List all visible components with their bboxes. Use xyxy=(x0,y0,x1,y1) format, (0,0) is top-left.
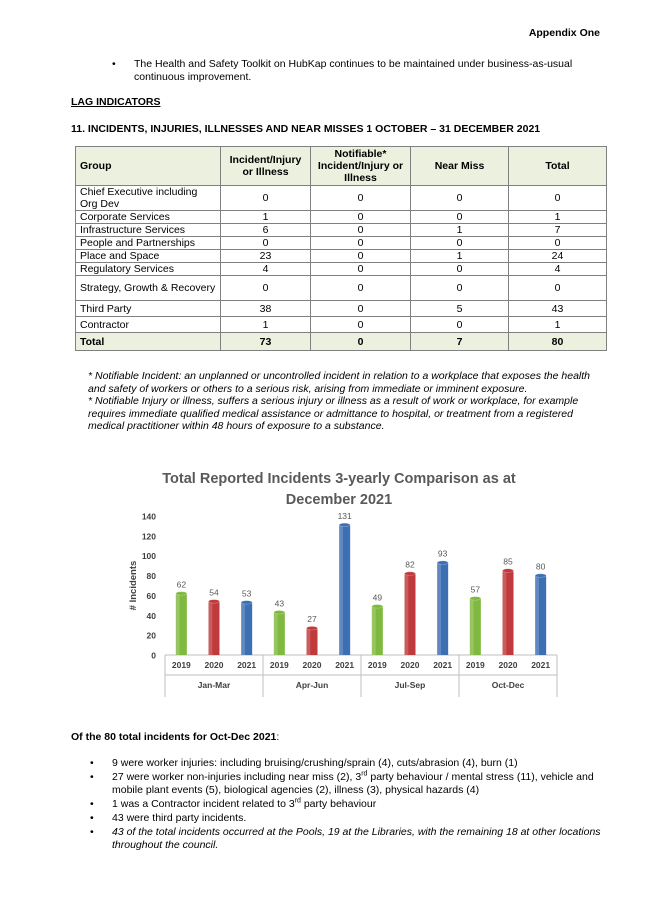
summary-heading-colon: : xyxy=(276,731,280,743)
y-tick-label: 20 xyxy=(146,630,156,641)
toolkit-note: The Health and Safety Toolkit on HubKap continues to be maintained under business-as-usual continuous improvement. xyxy=(134,58,573,83)
data-label: 93 xyxy=(437,548,448,559)
column-header: Notifiable* Incident/Injury or Illness xyxy=(311,147,411,186)
bullet-icon: • xyxy=(90,826,94,838)
chart-title: December 2021 xyxy=(285,492,393,508)
data-label: 27 xyxy=(307,614,317,625)
table-cell: 0 xyxy=(311,211,411,224)
table-cell: 0 xyxy=(411,237,509,250)
x-tick-label: 2020 xyxy=(400,660,420,670)
table-cell: 0 xyxy=(221,276,311,301)
summary-item-text: 1 was a Contractor incident related to 3rd party behaviour xyxy=(112,797,377,810)
table-cell: 0 xyxy=(311,276,411,301)
table-cell: 0 xyxy=(311,317,411,333)
summary-heading xyxy=(71,731,279,743)
x-tick-label: 2021 xyxy=(433,660,453,670)
ordinal-suffix: rd xyxy=(294,797,301,805)
table-cell: 0 xyxy=(311,333,411,351)
table-row xyxy=(76,224,607,237)
table-cell: 23 xyxy=(221,250,311,263)
bar-cap xyxy=(307,626,318,630)
y-tick-label: 140 xyxy=(141,511,156,522)
incidents-table xyxy=(75,146,607,351)
column-header: Group xyxy=(76,147,221,186)
bar-highlight xyxy=(503,571,507,655)
table-cell: 1 xyxy=(411,224,509,237)
lag-indicators-heading: LAG INDICATORS xyxy=(71,96,161,108)
data-label: 131 xyxy=(337,510,352,521)
list-item xyxy=(90,771,610,797)
table-total-row xyxy=(76,333,607,351)
column-header: Total xyxy=(509,147,607,186)
bar-cap xyxy=(339,523,350,527)
data-label: 82 xyxy=(405,559,415,570)
data-label: 80 xyxy=(535,561,546,572)
bullet-icon: • xyxy=(90,757,94,769)
table-cell: Corporate Services xyxy=(76,211,221,224)
table-cell: 1 xyxy=(509,211,607,224)
data-label: 85 xyxy=(503,556,513,567)
bar-cap xyxy=(274,611,285,615)
bar-highlight xyxy=(241,602,245,655)
x-tick-label: 2019 xyxy=(465,660,485,670)
bar-highlight xyxy=(274,612,278,655)
data-label: 53 xyxy=(241,588,252,599)
table-cell: 4 xyxy=(509,263,607,276)
list-item xyxy=(112,58,582,84)
bar-cap xyxy=(176,592,187,596)
table-cell: 80 xyxy=(509,333,607,351)
column-header: Incident/Injury or Illness xyxy=(221,147,311,186)
table-cell: 7 xyxy=(509,224,607,237)
table-row xyxy=(76,237,607,250)
table-cell: 1 xyxy=(509,317,607,333)
x-group-label: Jul-Sep xyxy=(394,680,426,690)
x-tick-label: 2021 xyxy=(237,660,257,670)
table-row xyxy=(76,317,607,333)
y-tick-label: 100 xyxy=(141,551,156,562)
table-cell: 5 xyxy=(411,301,509,317)
list-item xyxy=(90,826,610,852)
summary-item-text: 9 were worker injuries: including bruising/crushing/sprain (4), cuts/abrasion (4), burn (1) xyxy=(112,757,518,769)
y-axis-title: # Incidents xyxy=(128,560,139,611)
notifiable-definitions xyxy=(88,370,603,433)
x-group-label: Jan-Mar xyxy=(197,680,231,690)
bar-highlight xyxy=(209,601,213,655)
bar-cap xyxy=(405,572,416,576)
y-tick-label: 0 xyxy=(151,650,156,661)
table-cell: 0 xyxy=(221,237,311,250)
table-cell: 1 xyxy=(411,250,509,263)
table-row xyxy=(76,263,607,276)
table-cell: 0 xyxy=(411,276,509,301)
table-cell: 1 xyxy=(221,317,311,333)
notifiable-incident-note: * Notifiable Incident: an unplanned or uncontrolled incident in relation to a workplace that exposes the health and safety of workers or others to a serious risk, arising from immediate or imminent exposure. xyxy=(88,370,590,395)
table-header-row xyxy=(76,147,607,186)
list-item xyxy=(90,812,610,825)
table-cell: 7 xyxy=(411,333,509,351)
bar-cap xyxy=(470,597,481,601)
table-cell: 43 xyxy=(509,301,607,317)
x-tick-label: 2021 xyxy=(335,660,355,670)
table-cell: 38 xyxy=(221,301,311,317)
x-group-label: Oct-Dec xyxy=(491,680,525,690)
bar-cap xyxy=(241,601,252,605)
table-cell: 1 xyxy=(221,211,311,224)
table-cell: 0 xyxy=(509,276,607,301)
x-tick-label: 2019 xyxy=(269,660,289,670)
x-tick-label: 2020 xyxy=(302,660,322,670)
table-cell: 0 xyxy=(411,263,509,276)
bar-cap xyxy=(437,561,448,565)
table-cell: Place and Space xyxy=(76,250,221,263)
data-label: 62 xyxy=(176,579,187,590)
table-row xyxy=(76,186,607,211)
table-cell: Total xyxy=(76,333,221,351)
bar-cap xyxy=(503,569,514,573)
summary-item-text: 27 were worker non-injuries including near miss (2), 3rd party behaviour / mental stress (11), vehicle and mobile plant events (5), biological agencies (2), illness (3), physical hazards (4) xyxy=(112,770,594,796)
data-label: 57 xyxy=(470,584,481,595)
bar-highlight xyxy=(372,606,376,655)
table-cell: Strategy, Growth & Recovery xyxy=(76,276,221,301)
appendix-label: Appendix One xyxy=(528,27,600,39)
table-cell: Infrastructure Services xyxy=(76,224,221,237)
table-row xyxy=(76,211,607,224)
table-row xyxy=(76,301,607,317)
bullet-icon: • xyxy=(90,798,94,810)
chart-title: Total Reported Incidents 3-yearly Comparison as at xyxy=(162,471,516,487)
table-cell: 6 xyxy=(221,224,311,237)
table-row xyxy=(76,250,607,263)
table-cell: 24 xyxy=(509,250,607,263)
table-cell: Contractor xyxy=(76,317,221,333)
incidents-comparison-chart xyxy=(125,462,565,704)
bar-highlight xyxy=(437,563,441,655)
x-tick-label: 2020 xyxy=(204,660,224,670)
table-cell: 0 xyxy=(311,237,411,250)
y-tick-label: 40 xyxy=(146,610,156,621)
bullet-icon: • xyxy=(90,812,94,824)
bar-cap xyxy=(535,574,546,578)
table-cell: 0 xyxy=(311,263,411,276)
bar-highlight xyxy=(307,628,311,655)
summary-list xyxy=(90,757,610,853)
x-tick-label: 2020 xyxy=(498,660,518,670)
x-tick-label: 2021 xyxy=(531,660,551,670)
table-cell: 73 xyxy=(221,333,311,351)
table-cell: 0 xyxy=(509,237,607,250)
table-cell: 0 xyxy=(311,186,411,211)
list-item xyxy=(90,757,610,770)
ordinal-suffix: rd xyxy=(361,770,368,778)
x-tick-label: 2019 xyxy=(367,660,387,670)
list-item xyxy=(90,798,610,811)
table-cell: 0 xyxy=(311,301,411,317)
column-header: Near Miss xyxy=(411,147,509,186)
data-label: 49 xyxy=(372,592,383,603)
notifiable-injury-note: * Notifiable Injury or illness, suffers a serious injury or illness as a result of work or workplace, for example requires immediate qualified medical assistance or admittance to hospital, or treatment from a registered medical practitioner within 48 hours of exposure to a substance. xyxy=(88,395,579,433)
bar-highlight xyxy=(405,574,409,655)
x-group-label: Apr-Jun xyxy=(295,680,329,690)
table-cell: 0 xyxy=(311,224,411,237)
y-tick-label: 120 xyxy=(141,531,156,542)
bar-cap xyxy=(372,605,383,609)
bullet-icon: • xyxy=(90,771,94,783)
y-tick-label: 80 xyxy=(146,571,156,582)
x-tick-label: 2019 xyxy=(171,660,191,670)
table-cell: Regulatory Services xyxy=(76,263,221,276)
table-cell: 0 xyxy=(411,186,509,211)
table-cell: People and Partnerships xyxy=(76,237,221,250)
table-cell: 0 xyxy=(311,250,411,263)
table-cell: 0 xyxy=(509,186,607,211)
table-cell: Third Party xyxy=(76,301,221,317)
bar-highlight xyxy=(339,525,343,655)
table-cell: 4 xyxy=(221,263,311,276)
bullet-icon: • xyxy=(112,58,116,70)
summary-item-text: 43 were third party incidents. xyxy=(112,812,247,824)
data-label: 54 xyxy=(209,587,219,598)
bar-highlight xyxy=(535,576,539,655)
y-tick-label: 60 xyxy=(146,590,156,601)
bar-cap xyxy=(209,600,220,604)
section-heading: 11. INCIDENTS, INJURIES, ILLNESSES AND NEAR MISSES 1 OCTOBER – 31 DECEMBER 2021 xyxy=(71,123,541,135)
table-cell: Chief Executive including Org Dev xyxy=(76,186,221,211)
table-row xyxy=(76,276,607,301)
table-cell: 0 xyxy=(221,186,311,211)
table-cell: 0 xyxy=(411,317,509,333)
data-label: 43 xyxy=(274,598,285,609)
bar-highlight xyxy=(176,593,180,655)
summary-item-text: 43 of the total incidents occurred at the Pools, 19 at the Libraries, with the remaining 18 at other locations throughout the council. xyxy=(112,826,601,851)
bar-highlight xyxy=(470,598,474,655)
intro-bullet-list xyxy=(112,58,582,84)
table-cell: 0 xyxy=(411,211,509,224)
summary-heading-text: Of the 80 total incidents for Oct-Dec 2021 xyxy=(71,731,277,743)
